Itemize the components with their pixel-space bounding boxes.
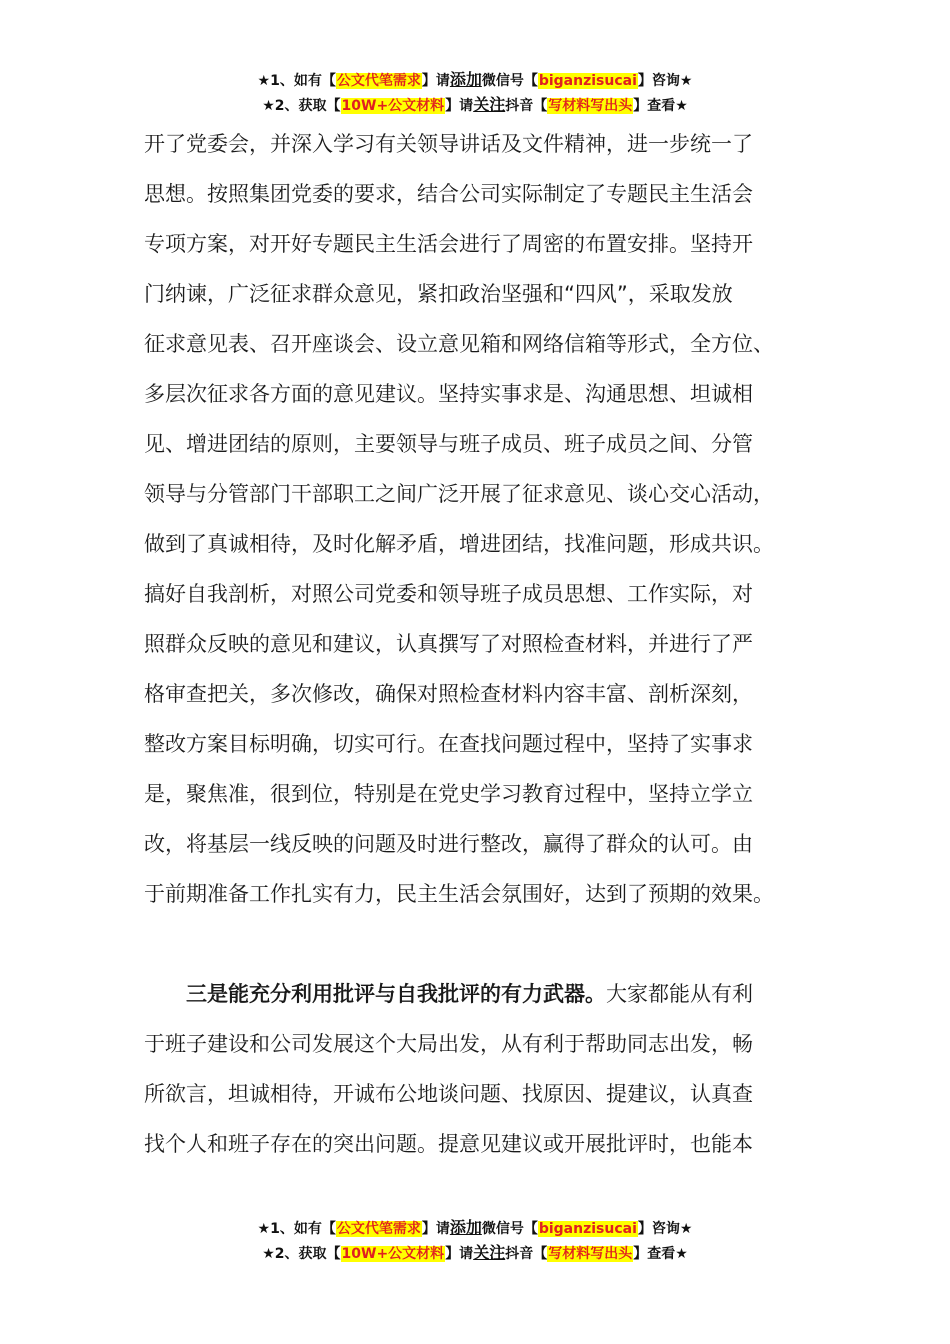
header-banner: [0, 68, 950, 118]
footer-banner: [0, 1216, 950, 1266]
banner-text: 】查看★: [633, 1246, 688, 1262]
text-line: 领导与分管部门干部职工之间广泛开展了征求意见、谈心交心活动，: [144, 482, 774, 506]
text-line: 门纳谏，广泛征求群众意见，紧扣政治坚强和“四风”，采取发放: [144, 282, 733, 306]
text-line: 见、增进团结的原则，主要领导与班子成员、班子成员之间、分管: [144, 432, 753, 456]
banner-text: ★1、如有【: [257, 73, 336, 89]
text-line: 开了党委会，并深入学习有关领导讲话及文件精神，进一步统一了: [144, 132, 753, 156]
banner-highlight-wechat-id: biganzisucai: [538, 1221, 637, 1237]
text-line: 思想。按照集团党委的要求，结合公司实际制定了专题民主生活会: [144, 182, 753, 206]
banner-text: 抖音【: [505, 1246, 548, 1262]
text-line: 于班子建设和公司发展这个大局出发，从有利于帮助同志出发，畅: [144, 1032, 753, 1056]
banner-line-1: [0, 1216, 950, 1241]
text-line: 改，将基层一线反映的问题及时进行整改，赢得了群众的认可。由: [144, 832, 753, 856]
paragraph-2: [144, 969, 834, 1169]
banner-highlight: 10W+公文材料: [341, 98, 445, 114]
text-line: 找个人和班子存在的突出问题。提意见建议或开展批评时，也能本: [144, 1132, 753, 1156]
text-line: 多层次征求各方面的意见建议。坚持实事求是、沟通思想、坦诚相: [144, 382, 753, 406]
text-line: 整改方案目标明确，切实可行。在查找问题过程中，坚持了实事求: [144, 732, 753, 756]
section-heading: 三是能充分利用批评与自我批评的有力武器。: [186, 982, 606, 1006]
text-line: 征求意见表、召开座谈会、设立意见箱和网络信箱等形式，全方位、: [144, 332, 774, 356]
text-line: 照群众反映的意见和建议，认真撰写了对照检查材料，并进行了严: [144, 632, 753, 656]
text-run: 大家都能从有利: [606, 982, 753, 1006]
banner-text: ★2、获取【: [262, 1246, 341, 1262]
banner-highlight: 10W+公文材料: [341, 1246, 445, 1262]
text-line: 做到了真诚相待，及时化解矛盾，增进团结，找准问题，形成共识。: [144, 532, 774, 556]
text-line: 所欲言，坦诚相待，开诚布公地谈问题、找原因、提建议，认真查: [144, 1082, 753, 1106]
banner-text: 】请: [445, 98, 474, 114]
text-line: 是，聚焦准，很到位，特别是在党史学习教育过程中，坚持立学立: [144, 782, 753, 806]
banner-highlight: 公文代笔需求: [336, 1221, 421, 1237]
document-body: [144, 119, 834, 1169]
banner-highlight-douyin-id: 写材料写出头: [548, 98, 633, 114]
banner-line-2: [0, 93, 950, 118]
banner-highlight: 公文代笔需求: [336, 73, 421, 89]
banner-text: 微信号【: [481, 1221, 538, 1237]
banner-text: 】请: [421, 1221, 450, 1237]
text-line: [144, 969, 834, 1019]
banner-underlined-text: 添加: [449, 70, 482, 89]
banner-highlight-wechat-id: biganzisucai: [538, 73, 637, 89]
banner-text: 微信号【: [481, 73, 538, 89]
banner-underlined-text: 添加: [449, 1218, 482, 1237]
paragraph-1: [144, 119, 834, 919]
paragraph-spacer: [144, 919, 834, 969]
banner-text: 】咨询★: [637, 1221, 693, 1237]
banner-text: 】查看★: [633, 98, 688, 114]
banner-text: ★2、获取【: [262, 98, 341, 114]
banner-text: 】请: [445, 1246, 474, 1262]
banner-underlined-text: 关注: [473, 1243, 506, 1262]
banner-line-1: [0, 68, 950, 93]
banner-highlight-douyin-id: 写材料写出头: [548, 1246, 633, 1262]
banner-underlined-text: 关注: [473, 95, 506, 114]
banner-text: 】咨询★: [637, 73, 693, 89]
text-line: 于前期准备工作扎实有力，民主生活会氛围好，达到了预期的效果。: [144, 882, 774, 906]
banner-line-2: [0, 1241, 950, 1266]
text-line: 专项方案，对开好专题民主生活会进行了周密的布置安排。坚持开: [144, 232, 753, 256]
text-line: 搞好自我剖析，对照公司党委和领导班子成员思想、工作实际，对: [144, 582, 753, 606]
text-line: 格审查把关，多次修改，确保对照检查材料内容丰富、剖析深刻，: [144, 682, 753, 706]
banner-text: 】请: [421, 73, 450, 89]
banner-text: 抖音【: [505, 98, 548, 114]
banner-text: ★1、如有【: [257, 1221, 336, 1237]
